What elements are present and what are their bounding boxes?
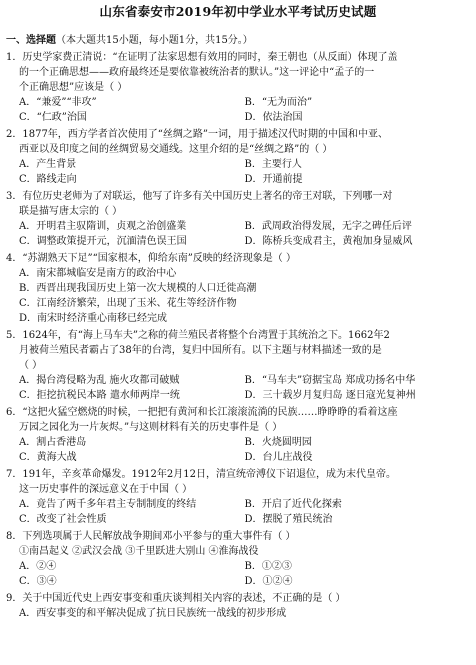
question-text-line: 2．1877年，西方学者首次使用了“丝绸之路”一词，用于描述汉代时期的中国和中亚、 — [6, 129, 389, 140]
answer-option[interactable]: A．割占香港岛 — [19, 437, 87, 448]
answer-option[interactable]: A．揭台湾侵略为乱 施火攻都司破贼 — [19, 375, 180, 386]
answer-option[interactable]: C．③④ — [19, 576, 57, 587]
answer-option[interactable]: B．①②③ — [244, 561, 292, 572]
answer-option[interactable]: C．江南经济繁荣，出现了玉米、花生等经济作物 — [19, 298, 237, 309]
answer-option[interactable]: B．武周政治得发展，无字之碑任后评 — [244, 221, 412, 232]
question-7 — [6, 467, 470, 527]
question-text-line: 西亚以及印度之间的丝绸贸易交通线。这里介绍的是“丝绸之路”的（ ） — [19, 144, 333, 155]
question-text-line: 4．“苏湖熟天下足”“国家根本，仰给东南”反映的经济现象是（ ） — [6, 253, 296, 264]
question-6 — [6, 405, 470, 465]
question-text-line: 联是描写唐太宗的（ ） — [19, 206, 123, 217]
question-text-line: 这一历史事件的深远意义在于中国（ ） — [19, 484, 193, 495]
answer-option[interactable]: B．“无为而治” — [244, 97, 313, 108]
section-heading — [6, 33, 470, 48]
question-8 — [6, 529, 470, 589]
option-list — [6, 266, 470, 326]
answer-option[interactable]: A．西安事变的和平解决促成了抗日民族统一战线的初步形成 — [19, 608, 287, 619]
answer-option[interactable]: A．“兼爱”“非攻” — [19, 97, 97, 108]
question-text-line: 的一个正确思想——政府最终还是要依靠被统治者的默认。”这一评论中“孟子的一 — [19, 67, 375, 78]
option-list — [6, 95, 470, 125]
answer-option[interactable]: D．摆脱了殖民统治 — [244, 514, 333, 525]
answer-option[interactable]: B．火烧圆明园 — [244, 437, 312, 448]
answer-option[interactable]: C．改变了社会性质 — [19, 514, 107, 525]
answer-option[interactable]: B．开启了近代化探索 — [244, 499, 342, 510]
question-1 — [6, 50, 470, 125]
answer-option[interactable]: C．“仁政”治国 — [19, 112, 87, 123]
option-list — [6, 435, 470, 465]
question-text-line: 8．下列选项属于人民解放战争期间邓小平参与的重大事件有（ ） — [6, 531, 296, 542]
exam-title: 山东省泰安市2019年初中学业水平考试历史试题 — [99, 4, 377, 19]
question-5 — [6, 328, 470, 403]
question-text-line: 9．关于中国近代史上西安事变和重庆谈判相关内容的表述，不正确的是（ ） — [6, 593, 346, 604]
question-text-line: （ ） — [19, 360, 43, 371]
option-list — [6, 497, 470, 527]
answer-option[interactable]: A．②④ — [19, 561, 57, 572]
question-text-line: 个正确思想”应该是（ ） — [19, 82, 128, 93]
question-text-line: 5．1624年，有“海上马车夫”之称的荷兰殖民者将整个台湾置于其统治之下。1662年2 — [6, 330, 390, 341]
question-2 — [6, 127, 470, 187]
question-text-line: 1．历史学家费正清说：“在证明了法家思想有效用的同时，秦王朝也（从反面）体现了盖 — [6, 52, 398, 63]
answer-option[interactable]: C．拒挖抗税民本路 遣水师两岸一统 — [19, 390, 180, 401]
answer-option[interactable]: B．主要行人 — [244, 159, 302, 170]
answer-option[interactable]: D．依法治国 — [244, 112, 303, 123]
answer-option[interactable]: C．黄海大战 — [19, 452, 77, 463]
answer-option[interactable]: D．开通前提 — [244, 174, 303, 185]
answer-option[interactable]: A．开明君主驭隋训，贞观之治创盛業 — [19, 221, 187, 232]
question-4 — [6, 251, 470, 326]
answer-option[interactable]: D．台儿庄战役 — [244, 452, 313, 463]
answer-option[interactable]: A．竟告了两千多年君主专制制度的终结 — [19, 499, 197, 510]
answer-option[interactable]: B．“马车夫”窃据宝岛 郑成功扬名中华 — [244, 375, 416, 386]
question-text-line: ①南昌起义 ②武汉会战 ③千里跃进大别山 ④淮海战役 — [19, 546, 259, 557]
question-text-line: 6．“这把火猛空燃烧的时候，一把把有黄河和长江滚滚流淌的民族……睁睁睁的看着这座 — [6, 407, 398, 418]
option-list — [6, 219, 470, 249]
question-text-line: 月被荷兰殖民者霸占了38年的台湾，复归中国所有。以下主题与材料描述一致的是 — [19, 345, 382, 356]
answer-option[interactable]: D．南宋时经济重心南移已经完成 — [19, 313, 168, 324]
question-text-line: 万园之园化为一片灰烬。”与这则材料有关的历史事件是（ ） — [19, 422, 283, 433]
section-note: （本大题共15小题，每小题1分，共15分。） — [56, 35, 253, 46]
answer-option[interactable]: C．路线走向 — [19, 174, 77, 185]
option-list — [6, 606, 470, 621]
section-label: 一、选择题 — [6, 35, 56, 46]
question-text-line: 3．有位历史老师为了对联运，他写了许多有关中国历史上著名的帝王对联，下列哪一对 — [6, 191, 393, 202]
answer-option[interactable]: A．产生背景 — [19, 159, 77, 170]
question-3 — [6, 189, 470, 249]
answer-option[interactable]: B．西晋出现我国历史上第一次大规模的人口迁徙高潮 — [19, 283, 257, 294]
answer-option[interactable]: C．调整政策提开元，沉湎清色误王国 — [19, 236, 187, 247]
question-9 — [6, 591, 470, 621]
answer-option[interactable]: D．三十载岁月复归岛 逐日寇光复神州 — [244, 390, 416, 401]
answer-option[interactable]: D．陈桥兵变成君主，黄袍加身显威风 — [244, 236, 413, 247]
option-list — [6, 157, 470, 187]
answer-option[interactable]: D．①②④ — [244, 576, 293, 587]
option-list — [6, 559, 470, 589]
question-list — [6, 50, 470, 621]
option-list — [6, 373, 470, 403]
question-text-line: 7．191年，辛亥革命爆发。1912年2月12日，清宣统帝溥仪下诏退位，成为末代皇帝。 — [6, 469, 396, 480]
answer-option[interactable]: A．南宋都城临安是南方的政治中心 — [19, 268, 177, 279]
